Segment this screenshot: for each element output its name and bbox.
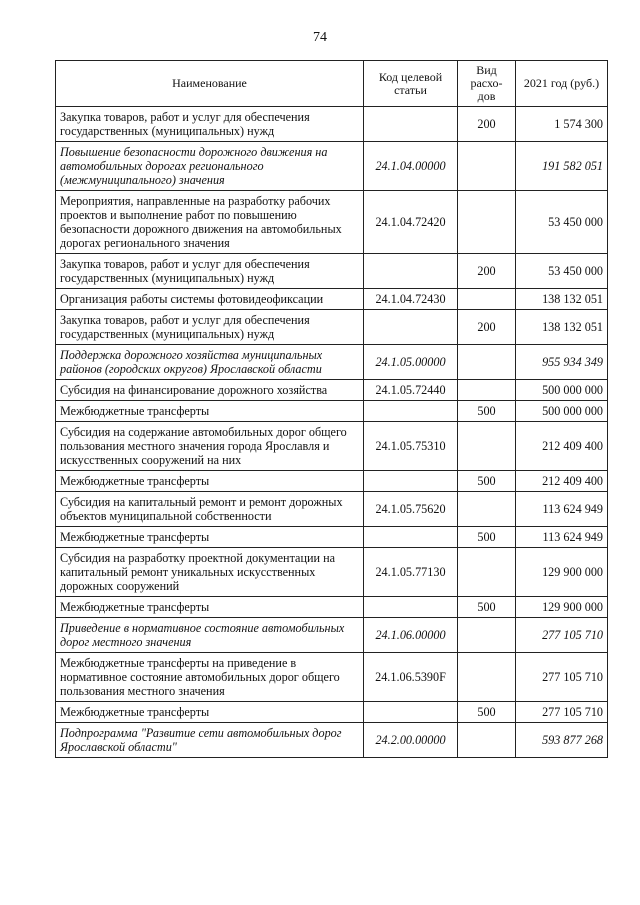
row-amount-cell: 277 105 710 bbox=[516, 653, 608, 702]
row-amount-cell: 277 105 710 bbox=[516, 702, 608, 723]
row-type-cell bbox=[458, 345, 516, 380]
row-type-cell bbox=[458, 723, 516, 758]
row-code-cell bbox=[364, 310, 458, 345]
header-amount: 2021 год (руб.) bbox=[516, 61, 608, 107]
row-code-cell bbox=[364, 401, 458, 422]
row-amount-cell: 53 450 000 bbox=[516, 191, 608, 254]
row-code-cell bbox=[364, 471, 458, 492]
table-row bbox=[56, 254, 608, 289]
row-type-cell: 500 bbox=[458, 471, 516, 492]
row-name-cell: Субсидия на капитальный ремонт и ремонт дорожных объектов муниципальной собственности bbox=[56, 492, 364, 527]
row-amount-cell: 129 900 000 bbox=[516, 548, 608, 597]
row-type-cell bbox=[458, 191, 516, 254]
table-row bbox=[56, 702, 608, 723]
row-code-cell bbox=[364, 597, 458, 618]
row-code-cell: 24.1.04.72430 bbox=[364, 289, 458, 310]
row-code-cell: 24.1.06.00000 bbox=[364, 618, 458, 653]
row-type-cell: 200 bbox=[458, 254, 516, 289]
table-row bbox=[56, 653, 608, 702]
row-amount-cell: 53 450 000 bbox=[516, 254, 608, 289]
table-row bbox=[56, 527, 608, 548]
row-type-cell bbox=[458, 142, 516, 191]
row-name-cell: Межбюджетные трансферты bbox=[56, 702, 364, 723]
row-name-cell: Закупка товаров, работ и услуг для обеспечения государственных (муниципальных) нужд bbox=[56, 107, 364, 142]
table-row bbox=[56, 723, 608, 758]
row-type-cell bbox=[458, 653, 516, 702]
row-name-cell: Межбюджетные трансферты на приведение в нормативное состояние автомобильных дорог общего пользования местного значения bbox=[56, 653, 364, 702]
page-number: 74 bbox=[313, 30, 327, 45]
row-amount-cell: 277 105 710 bbox=[516, 618, 608, 653]
row-amount-cell: 500 000 000 bbox=[516, 401, 608, 422]
row-code-cell: 24.1.05.75620 bbox=[364, 492, 458, 527]
row-type-cell bbox=[458, 380, 516, 401]
row-code-cell bbox=[364, 254, 458, 289]
row-code-cell: 24.1.05.75310 bbox=[364, 422, 458, 471]
row-code-cell bbox=[364, 702, 458, 723]
row-name-cell: Закупка товаров, работ и услуг для обеспечения государственных (муниципальных) нужд bbox=[56, 310, 364, 345]
row-code-cell: 24.2.00.00000 bbox=[364, 723, 458, 758]
row-name-cell: Мероприятия, направленные на разработку рабочих проектов и выполнение работ по повышению безопасности дорожного движения на автомобильных дорогах регионального значения bbox=[56, 191, 364, 254]
row-amount-cell: 1 574 300 bbox=[516, 107, 608, 142]
row-name-cell: Субсидия на финансирование дорожного хозяйства bbox=[56, 380, 364, 401]
row-type-cell: 200 bbox=[458, 107, 516, 142]
row-amount-cell: 113 624 949 bbox=[516, 492, 608, 527]
row-code-cell: 24.1.06.5390F bbox=[364, 653, 458, 702]
table-row bbox=[56, 310, 608, 345]
row-amount-cell: 955 934 349 bbox=[516, 345, 608, 380]
row-amount-cell: 593 877 268 bbox=[516, 723, 608, 758]
row-name-cell: Подпрограмма "Развитие сети автомобильных дорог Ярославской области" bbox=[56, 723, 364, 758]
row-code-cell bbox=[364, 107, 458, 142]
row-amount-cell: 212 409 400 bbox=[516, 471, 608, 492]
row-type-cell bbox=[458, 492, 516, 527]
row-code-cell: 24.1.04.72420 bbox=[364, 191, 458, 254]
table-row bbox=[56, 380, 608, 401]
row-name-cell: Организация работы системы фотовидеофиксации bbox=[56, 289, 364, 310]
row-name-cell: Закупка товаров, работ и услуг для обеспечения государственных (муниципальных) нужд bbox=[56, 254, 364, 289]
row-type-cell: 500 bbox=[458, 401, 516, 422]
row-name-cell: Поддержка дорожного хозяйства муниципальных районов (городских округов) Ярославской области bbox=[56, 345, 364, 380]
table-row bbox=[56, 191, 608, 254]
row-type-cell bbox=[458, 548, 516, 597]
row-name-cell: Субсидия на содержание автомобильных дорог общего пользования местного значения города Ярославля и искусственных сооружений на них bbox=[56, 422, 364, 471]
row-name-cell: Межбюджетные трансферты bbox=[56, 471, 364, 492]
row-amount-cell: 129 900 000 bbox=[516, 597, 608, 618]
budget-table bbox=[55, 60, 608, 758]
row-amount-cell: 191 582 051 bbox=[516, 142, 608, 191]
row-code-cell: 24.1.05.72440 bbox=[364, 380, 458, 401]
row-name-cell: Повышение безопасности дорожного движения на автомобильных дорогах регионального (межмуниципального) значения bbox=[56, 142, 364, 191]
table-row bbox=[56, 471, 608, 492]
row-code-cell bbox=[364, 527, 458, 548]
row-name-cell: Субсидия на разработку проектной документации на капитальный ремонт уникальных искусственных дорожных сооружений bbox=[56, 548, 364, 597]
header-code: Код целевой статьи bbox=[364, 61, 458, 107]
row-name-cell: Межбюджетные трансферты bbox=[56, 527, 364, 548]
row-amount-cell: 138 132 051 bbox=[516, 289, 608, 310]
row-code-cell: 24.1.04.00000 bbox=[364, 142, 458, 191]
table-row bbox=[56, 289, 608, 310]
row-type-cell bbox=[458, 289, 516, 310]
row-name-cell: Приведение в нормативное состояние автомобильных дорог местного значения bbox=[56, 618, 364, 653]
table-row bbox=[56, 142, 608, 191]
table-row bbox=[56, 492, 608, 527]
row-type-cell: 500 bbox=[458, 702, 516, 723]
table-row bbox=[56, 597, 608, 618]
table-row bbox=[56, 345, 608, 380]
row-code-cell: 24.1.05.00000 bbox=[364, 345, 458, 380]
row-code-cell: 24.1.05.77130 bbox=[364, 548, 458, 597]
row-type-cell: 500 bbox=[458, 597, 516, 618]
row-type-cell bbox=[458, 422, 516, 471]
row-type-cell: 200 bbox=[458, 310, 516, 345]
table-header-row bbox=[56, 61, 608, 107]
table-row bbox=[56, 422, 608, 471]
table-row bbox=[56, 548, 608, 597]
row-type-cell: 500 bbox=[458, 527, 516, 548]
row-type-cell bbox=[458, 618, 516, 653]
row-amount-cell: 138 132 051 bbox=[516, 310, 608, 345]
header-type: Вид расхо-дов bbox=[458, 61, 516, 107]
row-amount-cell: 212 409 400 bbox=[516, 422, 608, 471]
table-row bbox=[56, 401, 608, 422]
table-row bbox=[56, 107, 608, 142]
row-amount-cell: 113 624 949 bbox=[516, 527, 608, 548]
header-name: Наименование bbox=[56, 61, 364, 107]
row-name-cell: Межбюджетные трансферты bbox=[56, 597, 364, 618]
row-amount-cell: 500 000 000 bbox=[516, 380, 608, 401]
row-name-cell: Межбюджетные трансферты bbox=[56, 401, 364, 422]
table-row bbox=[56, 618, 608, 653]
